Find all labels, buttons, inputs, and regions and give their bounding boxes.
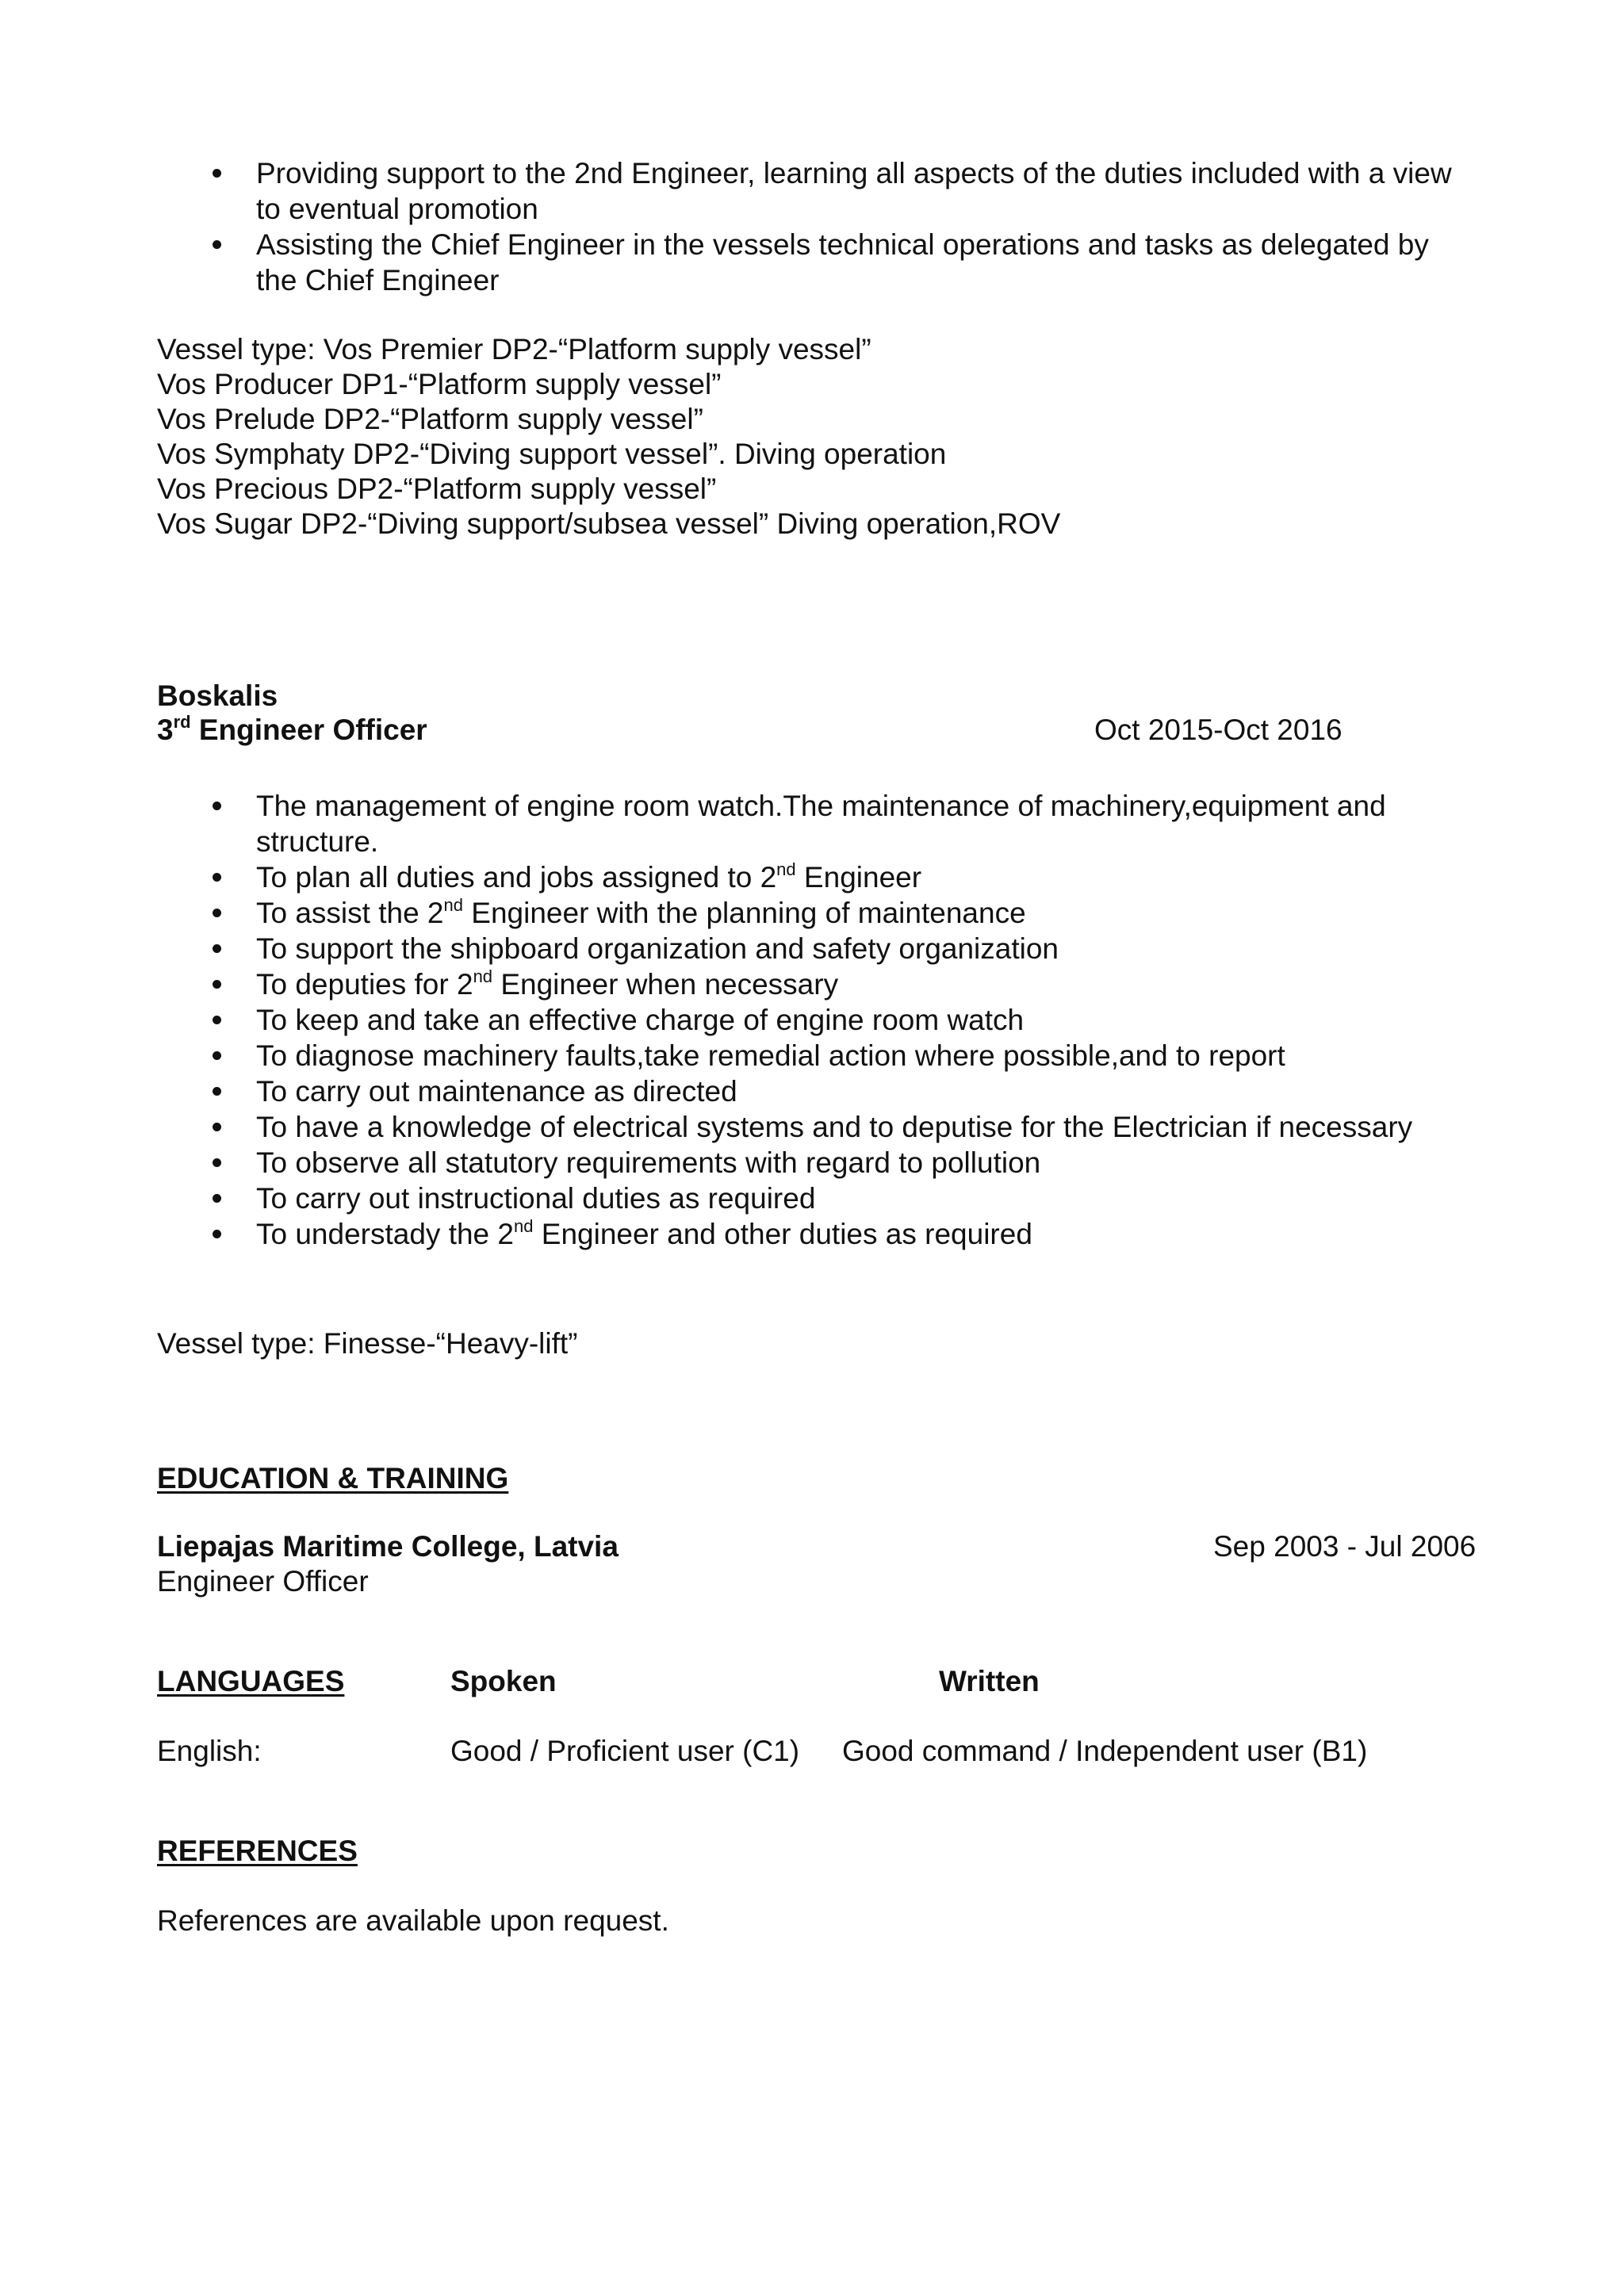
bullet-icon — [213, 980, 221, 989]
written-column-header: Written — [939, 1665, 1040, 1697]
education-dates: Sep 2003 - Jul 2006 — [1213, 1530, 1477, 1563]
list-item: To assist the 2nd Engineer with the planning of maintenance — [157, 895, 1473, 931]
job-title: 3rd Engineer Officer — [157, 712, 427, 746]
school-name: Liepajas Maritime College, Latvia — [157, 1530, 619, 1563]
language-name: English: — [157, 1735, 262, 1767]
list-item: To keep and take an effective charge of engine room watch — [157, 1002, 1473, 1038]
bullet-icon — [213, 169, 221, 178]
bullet-icon — [213, 909, 221, 917]
bullet-icon — [213, 944, 221, 953]
list-item: To observe all statutory requirements with regard to pollution — [157, 1145, 1473, 1181]
list-item: To diagnose machinery faults,take remedial action where possible,and to report — [157, 1038, 1473, 1073]
company-name: Boskalis — [157, 679, 278, 712]
written-level: Good command / Independent user (B1) — [842, 1735, 1368, 1767]
spoken-level: Good / Proficient user (C1) — [450, 1735, 800, 1767]
languages-heading: LANGUAGES — [157, 1665, 345, 1697]
education-heading: EDUCATION & TRAINING — [157, 1462, 509, 1494]
bullet-icon — [213, 1016, 221, 1024]
bullet-icon — [213, 240, 221, 249]
vessel-line: Vos Prelude DP2-“Platform supply vessel” — [157, 403, 703, 435]
job-dates: Oct 2015-Oct 2016 — [1094, 714, 1342, 746]
list-item: To have a knowledge of electrical systems and to deputise for the Electrician if necessary — [157, 1109, 1473, 1145]
list-item: To carry out maintenance as directed — [157, 1073, 1473, 1109]
qualification: Engineer Officer — [157, 1565, 369, 1598]
list-item: To understady the 2nd Engineer and other duties as required — [157, 1216, 1473, 1252]
vessel-type: Vessel type: Finesse-“Heavy-lift” — [157, 1327, 578, 1360]
boskalis-duties — [157, 788, 1473, 1252]
vessel-line: Vos Symphaty DP2-“Diving support vessel”. Diving operation — [157, 438, 947, 470]
bullet-icon — [213, 1158, 221, 1167]
list-item: To carry out instructional duties as required — [157, 1181, 1473, 1216]
spoken-column-header: Spoken — [450, 1665, 557, 1697]
list-item: Assisting the Chief Engineer in the vessels technical operations and tasks as delegated by the Chief Engineer — [157, 227, 1473, 298]
references-text: References are available upon request. — [157, 1904, 669, 1937]
list-item: To support the shipboard organization and safety organization — [157, 931, 1473, 966]
bullet-icon — [213, 802, 221, 810]
list-item: To deputies for 2nd Engineer when necessary — [157, 966, 1473, 1002]
bullet-icon — [213, 1194, 221, 1203]
vessel-line: Vos Sugar DP2-“Diving support/subsea vessel” Diving operation,ROV — [157, 507, 1061, 540]
bullet-icon — [213, 873, 221, 882]
previous-role-duties — [157, 155, 1473, 298]
vessel-line: Vos Producer DP1-“Platform supply vessel” — [157, 368, 722, 400]
bullet-icon — [213, 1051, 221, 1060]
references-heading: REFERENCES — [157, 1835, 358, 1867]
list-item: To plan all duties and jobs assigned to 2nd Engineer — [157, 859, 1473, 895]
vessel-line: Vos Precious DP2-“Platform supply vessel” — [157, 473, 717, 505]
list-item: The management of engine room watch.The maintenance of machinery,equipment and structure. — [157, 788, 1473, 859]
bullet-icon — [213, 1087, 221, 1096]
list-item: Providing support to the 2nd Engineer, learning all aspects of the duties included with a view to eventual promotion — [157, 155, 1473, 227]
vessel-line: Vessel type: Vos Premier DP2-“Platform supply vessel” — [157, 333, 871, 365]
bullet-icon — [213, 1230, 221, 1238]
bullet-icon — [213, 1123, 221, 1131]
